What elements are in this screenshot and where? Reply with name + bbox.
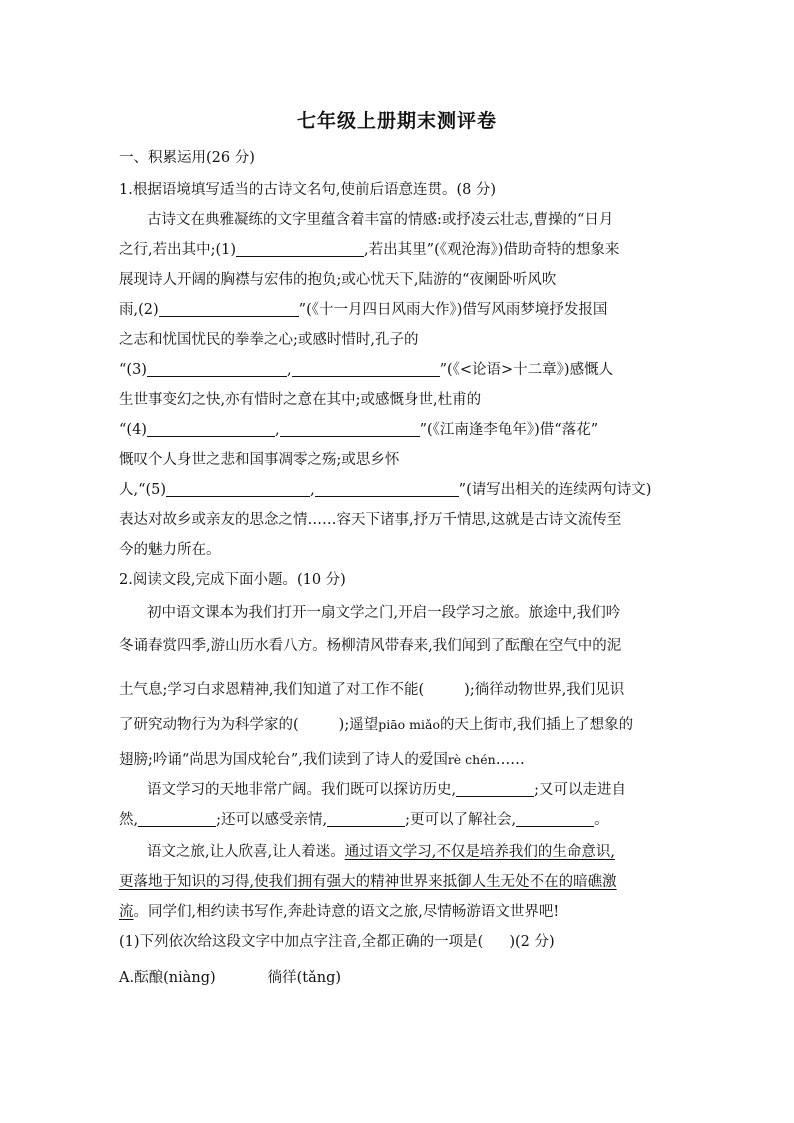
q2-text: ;更可以了解社会, xyxy=(405,812,517,828)
q1-line-4 xyxy=(119,298,607,319)
q2-text: 了研究动物行为为科学家的( xyxy=(119,717,299,733)
pinyin-hint: rè chén xyxy=(447,752,496,767)
blank-history[interactable] xyxy=(456,780,534,797)
q2-text: …… xyxy=(495,752,525,768)
option-a-second: 徜徉(tǎng) xyxy=(267,970,342,986)
q2-text: ;还可以感受亲情, xyxy=(216,812,328,828)
q1-text: ”(《十一月四日风雨大作》)借写风雨梦境抒发报国 xyxy=(298,302,608,318)
q1-text: ”(请写出相关的连续两句诗文) xyxy=(458,482,652,498)
q1-line-12: 今的魅力所在。 xyxy=(119,542,221,558)
q2-text: 语文之旅,让人欣喜,让人着迷。 xyxy=(147,844,345,860)
q2-line-7 xyxy=(119,808,609,829)
q1-text: ,若出其里”(《观沧海》)借助奇特的想象来 xyxy=(364,242,620,258)
q2-text: );徜徉动物世界,我们见识 xyxy=(464,682,625,698)
blank-nature[interactable] xyxy=(138,810,216,827)
q2-line-8 xyxy=(147,840,615,861)
sub-question-1 xyxy=(119,930,555,951)
page-title: 七年级上册期末测评卷 xyxy=(296,110,497,132)
q1-line-2 xyxy=(119,238,619,259)
q2-text: 。 xyxy=(594,812,609,828)
q1-text: , xyxy=(310,482,315,498)
q1-line-8 xyxy=(119,418,598,439)
q1-line-5: 之志和忧国忧民的拳拳之心;或感时惜时,孔子的 xyxy=(119,332,419,348)
blank-3a[interactable] xyxy=(147,360,287,377)
q2-line-3 xyxy=(119,678,624,699)
q1-text: 人,“(5) xyxy=(119,482,167,498)
q1-text: “(3) xyxy=(119,362,147,378)
blank-4b[interactable] xyxy=(280,420,420,437)
section-heading: 一、积累运用(26 分) xyxy=(119,150,255,166)
q2-line-9 xyxy=(119,870,617,891)
pinyin-hint: piāo miǎo xyxy=(378,717,440,732)
underlined-sentence: 流 xyxy=(119,904,134,920)
q2-text: 。同学们,相约读书写作,奔赴诗意的语文之旅,尽情畅游语文世界吧! xyxy=(133,904,560,920)
blank-5b[interactable] xyxy=(315,480,459,497)
q1-text: “(4) xyxy=(119,422,147,438)
q1-line-7: 生世事变幻之快,亦有惜时之意在其中;或感慨身世,杜甫的 xyxy=(119,392,482,408)
q1-text: , xyxy=(286,362,292,378)
blank-3b[interactable] xyxy=(292,360,440,377)
q1-text: ”(《江南逢李龟年》)借“落花” xyxy=(419,422,599,438)
blank-family[interactable] xyxy=(327,810,405,827)
blank-society[interactable] xyxy=(516,810,594,827)
question-2-stem: 2.阅读文段,完成下面小题。(10 分) xyxy=(119,572,346,588)
q1-text: ”(《<论语>十二章》)感慨人 xyxy=(439,362,614,378)
q2-line-4 xyxy=(119,713,633,734)
q1-line-10 xyxy=(119,478,651,499)
option-a[interactable] xyxy=(119,966,341,987)
q1-line-1: 古诗文在典雅凝练的文字里蕴含着丰富的情感:或抒凌云壮志,曹操的“日月 xyxy=(147,212,614,228)
q2-line-1: 初中语文课本为我们打开一扇文学之门,开启一段学习之旅。旅途中,我们吟 xyxy=(147,605,621,621)
q2-text: (1)下列依次给这段文字中加点字注音,全都正确的一项是( xyxy=(119,934,484,950)
q2-text: 翅膀;吟诵“尚思为国戍轮台”,我们读到了诗人的爱国 xyxy=(119,752,448,768)
blank-1[interactable] xyxy=(236,240,364,257)
q2-text: )(2 分) xyxy=(509,934,555,950)
underlined-sentence: 通过语文学习,不仅是培养我们的生命意识, xyxy=(344,844,615,860)
q2-text: 土气息;学习白求恩精神,我们知道了对工作不能( xyxy=(119,682,425,698)
q2-text: 然, xyxy=(119,812,139,828)
option-a-label: A.酝酿(niàng) xyxy=(119,970,216,986)
q2-line-2: 冬诵春赏四季,游山历水看八方。杨柳清风带春来,我们闻到了酝酿在空气中的泥 xyxy=(119,638,622,654)
blank-2[interactable] xyxy=(159,300,299,317)
q1-text: 雨,(2) xyxy=(119,302,159,318)
q1-line-6 xyxy=(119,358,613,379)
question-1-stem: 1.根据语境填写适当的古诗文名句,使前后语意连贯。(8 分) xyxy=(119,182,497,198)
underlined-sentence: 更落地于知识的习得,使我们拥有强大的精神世界来抵御人生无处不在的暗礁激 xyxy=(119,874,617,890)
q1-text: 之行,若出其中;(1) xyxy=(119,242,237,258)
q1-text: , xyxy=(274,422,280,438)
q2-line-5 xyxy=(119,748,525,769)
q2-line-6 xyxy=(147,778,626,799)
q2-text: 语文学习的天地非常广阔。我们既可以探访历史, xyxy=(147,782,457,798)
q1-line-11: 表达对故乡或亲友的思念之情……容天下诸事,抒万千情思,这就是古诗文流传至 xyxy=(119,512,622,528)
q1-line-9: 慨叹个人身世之悲和国事凋零之殇;或思乡怀 xyxy=(119,452,400,468)
blank-4a[interactable] xyxy=(147,420,275,437)
q2-text: ;又可以走进自 xyxy=(534,782,626,798)
q2-text: 的天上街市,我们插上了想象的 xyxy=(439,717,634,733)
blank-5a[interactable] xyxy=(166,480,310,497)
q2-line-10 xyxy=(119,900,559,921)
q2-text: );遥望 xyxy=(338,717,379,733)
q1-line-3: 展现诗人开阔的胸襟与宏伟的抱负;或心忧天下,陆游的“夜阑卧听风吹 xyxy=(119,272,557,288)
